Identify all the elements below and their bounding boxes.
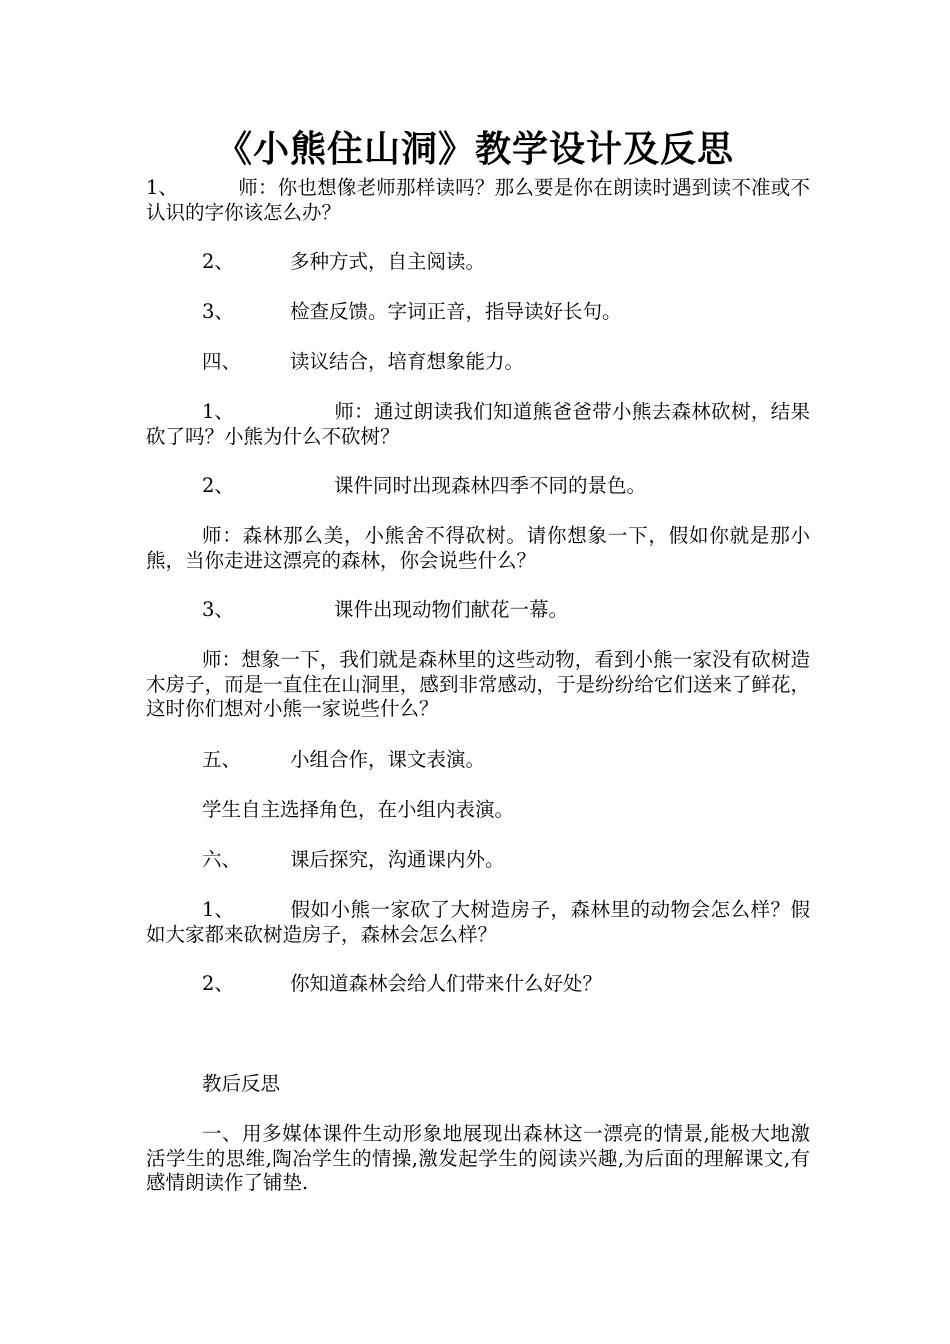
- list-number: 1、: [202, 400, 234, 423]
- section-heading: [146, 1072, 810, 1097]
- paragraph-text: 假如小熊一家砍了大树造房子，森林里的动物会怎么样？假如大家都来砍树造房子，森林会怎么样？: [146, 898, 810, 946]
- paragraph-text: 检查反馈。字词正音，指导读好长句。: [290, 300, 622, 323]
- paragraph-text: 你知道森林会给人们带来什么好处？: [290, 972, 603, 995]
- paragraph: [146, 250, 810, 275]
- paragraph: [146, 524, 810, 573]
- paragraph-text: 一、用多媒体课件生动形象地展现出森林这一漂亮的情景,能极大地激活学生的思维,陶冶学生的情操,激发起学生的阅读兴趣,为后面的理解课文,有感情朗读作了铺垫.: [146, 1122, 810, 1195]
- paragraph: [146, 474, 810, 499]
- paragraph: [146, 648, 810, 722]
- paragraph: [146, 798, 810, 823]
- list-number: 2、: [202, 250, 234, 273]
- paragraph-text: 师：你也想像老师那样读吗？那么要是你在朗读时遇到读不准或不认识的字你该怎么办？: [146, 176, 810, 224]
- list-number: 2、: [202, 474, 234, 497]
- paragraph-text: 师：通过朗读我们知道熊爸爸带小熊去森林砍树，结果砍了吗？小熊为什么不砍树？: [146, 400, 810, 448]
- section-heading: [146, 848, 810, 873]
- paragraph-text: 小组合作，课文表演。: [290, 748, 486, 771]
- paragraph: [146, 400, 810, 449]
- list-number: 1、: [146, 176, 178, 199]
- document-title: 《小熊住山洞》教学设计及反思: [215, 129, 734, 170]
- paragraph-text: 读议结合，培育想象能力。: [290, 350, 525, 373]
- paragraph-text: 师：想象一下，我们就是森林里的这些动物，看到小熊一家没有砍树造木房子，而是一直住在山洞里，感到非常感动，于是纷纷给它们送来了鲜花，这时你们想对小熊一家说些什么？: [146, 648, 810, 721]
- list-number: 3、: [202, 598, 234, 621]
- list-number: 1、: [202, 898, 234, 921]
- paragraph: [146, 972, 810, 997]
- paragraph-text: 学生自主选择角色，在小组内表演。: [202, 798, 515, 821]
- paragraph: [146, 176, 810, 225]
- paragraph: [146, 300, 810, 325]
- paragraph-text: 多种方式，自主阅读。: [290, 250, 486, 273]
- section-heading: [146, 350, 810, 375]
- list-number: 2、: [202, 972, 234, 995]
- paragraph: [146, 898, 810, 947]
- paragraph-text: 课件同时出现森林四季不同的景色。: [334, 474, 647, 497]
- paragraph: [146, 1122, 810, 1196]
- paragraph-text: 课件出现动物们献花一幕。: [334, 598, 569, 621]
- section-heading: [146, 748, 810, 773]
- list-number: 六、: [202, 848, 242, 871]
- paragraph-text: 教后反思: [202, 1072, 281, 1095]
- paragraph-text: 课后探究，沟通课内外。: [290, 848, 505, 871]
- list-number: 四、: [202, 350, 242, 373]
- list-number: 五、: [202, 748, 242, 771]
- paragraph: [146, 598, 810, 623]
- paragraph-text: 师：森林那么美，小熊舍不得砍树。请你想象一下，假如你就是那小熊，当你走进这漂亮的森林，你会说些什么？: [146, 524, 810, 572]
- list-number: 3、: [202, 300, 234, 323]
